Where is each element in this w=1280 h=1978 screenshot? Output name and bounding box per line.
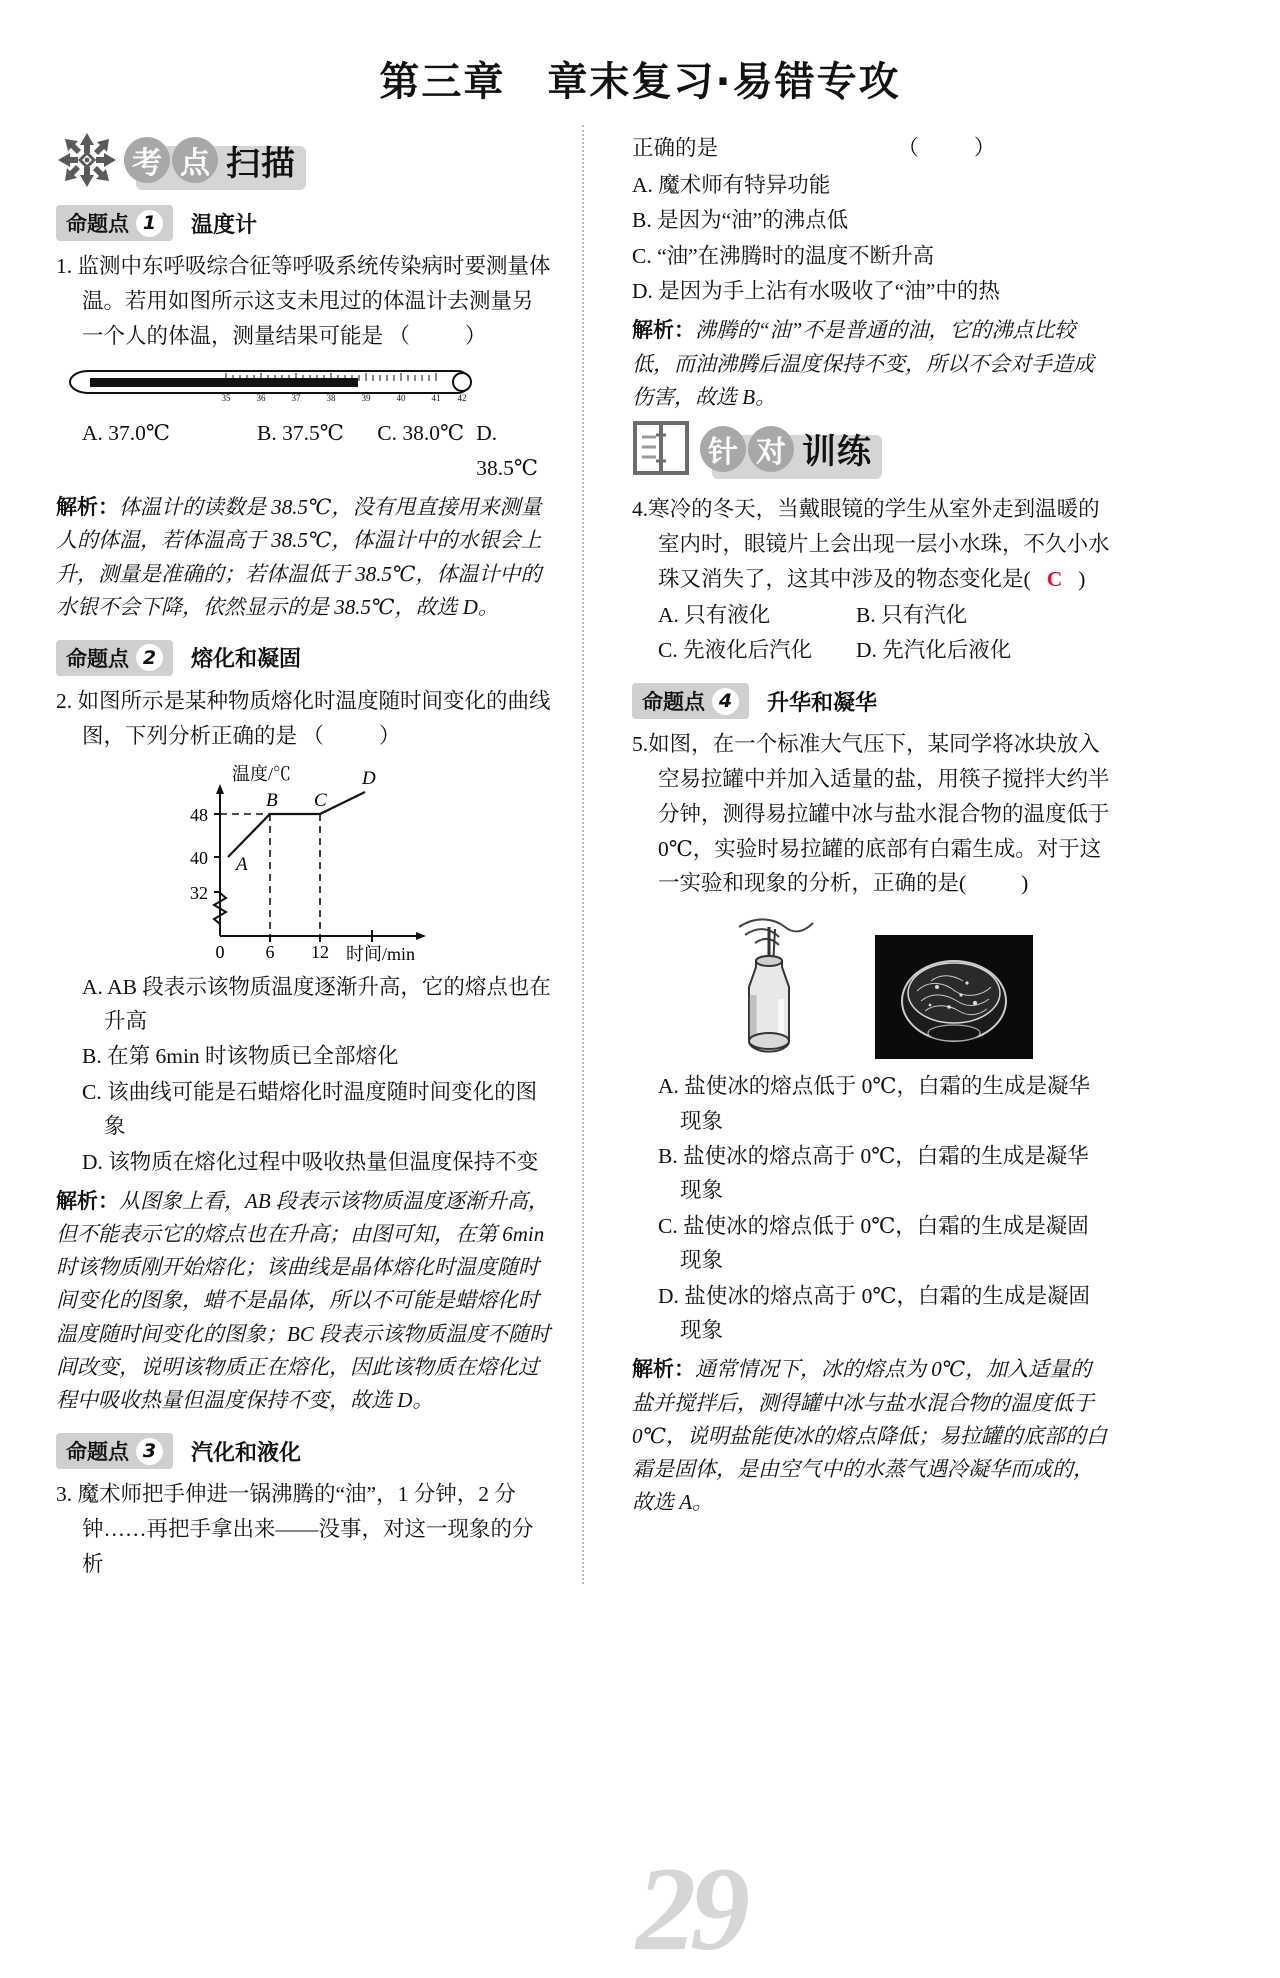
- svg-text:38: 38: [326, 393, 336, 404]
- q5-option-a[interactable]: A. 盐使冰的熔点低于 0℃，白霜的生成是凝华现象: [658, 1074, 1090, 1133]
- banner-circle-1: 针: [700, 426, 746, 472]
- q3-option-c[interactable]: C. “油”在沸腾时的温度不断升高: [632, 243, 935, 268]
- q4-option-d[interactable]: D. 先汽化后液化: [856, 637, 1012, 662]
- q3-option-a[interactable]: A. 魔术师有特异功能: [632, 172, 831, 197]
- chart-xtick-6: 6: [265, 941, 275, 962]
- q3-analysis: [632, 314, 1110, 414]
- melting-curve-chart: [56, 764, 554, 964]
- svg-text:36: 36: [256, 393, 266, 404]
- svg-text:39: 39: [361, 393, 371, 404]
- right-column: [590, 125, 1110, 1584]
- q4-option-b[interactable]: B. 只有汽化: [856, 603, 968, 628]
- q3-stem-part2: 正确的是: [632, 136, 719, 160]
- q4-options-row-2: [632, 633, 1110, 667]
- question-1: [56, 249, 554, 353]
- q4-number: 4.: [632, 496, 649, 521]
- q2-stem: 如图所示是某种物质熔化时温度随时间变化的曲线图，下列分析正确的是: [77, 688, 551, 748]
- point-number: 3: [136, 1438, 163, 1465]
- q3-number: 3.: [56, 1482, 73, 1507]
- chart-point-A: A: [236, 853, 248, 875]
- chart-xtick-12: 12: [311, 941, 329, 962]
- question-4: [632, 492, 1110, 596]
- q2-option-a[interactable]: A. AB 段表示该物质温度逐渐升高，它的熔点也在升高: [82, 974, 551, 1033]
- q5-number: 5.: [632, 732, 649, 757]
- soda-can-with-chopstick: [709, 909, 859, 1059]
- point-number: 1: [136, 210, 163, 237]
- svg-text:41: 41: [431, 393, 441, 404]
- point-header-4: [632, 683, 1110, 719]
- q3-option-d[interactable]: D. 是因为手上沾有水吸收了“油”中的热: [632, 279, 1000, 303]
- point-name-1: 温度计: [191, 212, 258, 238]
- point-header-2: [56, 640, 554, 676]
- q1-analysis-text: 体温计的读数是 38.5℃，没有甩直接用来测量人的体温，若体温高于 38.5℃，体温计中的水银会上升，测量是准确的；若体温低于 38.5℃，体温计中的水银不会下降，依然显示的是 38.5℃，故选 D。: [56, 495, 542, 619]
- chart-point-C: C: [314, 789, 327, 811]
- q4-stem: 寒冷的冬天，当戴眼镜的学生从室外走到温暖的室内时，眼镜片上会出现一层小水珠，不久小水珠又消失了，这其中涉及的物态变化是: [648, 496, 1110, 591]
- point-name-3: 汽化和液化: [191, 1440, 302, 1466]
- notebook-icon: [632, 420, 694, 478]
- chart-ytick-48: 48: [190, 804, 208, 825]
- point-name-4: 升华和凝华: [767, 690, 878, 716]
- point-tag-3: [56, 1433, 173, 1469]
- q2-analysis: [56, 1185, 554, 1417]
- frost-bowl-photo: [875, 935, 1033, 1059]
- two-column-body: [56, 125, 1224, 1584]
- q3-analysis-text: 沸腾的“油”不是普通的油，它的沸点比较低，而油沸腾后温度保持不变，所以不会对手造成伤害，故选 B。: [632, 318, 1094, 409]
- banner-title-drill: 训练: [802, 432, 872, 473]
- point-header-3: [56, 1433, 554, 1469]
- chart-xtick-0: 0: [215, 941, 225, 962]
- point-tag-4: [632, 683, 749, 719]
- point-label: 命题点: [66, 212, 129, 236]
- question-3: [56, 1477, 554, 1581]
- q2-analysis-label: 解析：: [56, 1188, 119, 1213]
- q5-option-b[interactable]: B. 盐使冰的熔点高于 0℃，白霜的生成是凝华现象: [658, 1144, 1089, 1203]
- q3-answer-bracket: （ ）: [897, 136, 1000, 160]
- svg-text:37: 37: [291, 393, 301, 404]
- q1-options: [56, 416, 554, 485]
- svg-text:42: 42: [457, 393, 467, 404]
- svg-text:35: 35: [221, 393, 231, 404]
- point-header-1: [56, 205, 554, 241]
- point-tag-2: [56, 640, 173, 676]
- section-banner-scan: [56, 131, 554, 189]
- chart-point-B: B: [266, 789, 278, 811]
- q2-answer-bracket: （ ）: [302, 723, 405, 748]
- banner-circle-2: 对: [748, 426, 794, 472]
- q4-options-row-1: [632, 598, 1110, 632]
- q1-answer-bracket: （ ）: [388, 323, 491, 348]
- point-number: 4: [712, 688, 739, 715]
- q2-option-b[interactable]: B. 在第 6min 时该物质已全部熔化: [82, 1044, 399, 1069]
- q5-analysis: [632, 1353, 1110, 1519]
- q5-option-c[interactable]: C. 盐使冰的熔点低于 0℃，白霜的生成是凝固现象: [658, 1213, 1089, 1273]
- column-divider: [582, 125, 584, 1584]
- q5-analysis-label: 解析：: [632, 1357, 695, 1382]
- q1-option-b[interactable]: B. 37.5℃: [257, 421, 344, 446]
- compass-arrows-icon: [56, 131, 118, 189]
- q4-bracket-right: ): [1078, 566, 1086, 591]
- point-label: 命题点: [66, 646, 129, 671]
- svg-text:40: 40: [396, 393, 406, 404]
- q5-answer-bracket: ( ): [959, 871, 1033, 896]
- q4-option-c[interactable]: C. 先液化后汽化: [658, 637, 813, 662]
- q3-option-b[interactable]: B. 是因为“油”的沸点低: [632, 208, 849, 233]
- q5-analysis-text: 通常情况下，冰的熔点为 0℃，加入适量的盐并搅拌后，测得罐中冰与盐水混合物的温度低于 0℃，说明盐能使冰的熔点降低；易拉罐的底部的白霜是固体，是由空气中的水蒸气遇冷凝华而成的，故选 A。: [632, 1357, 1107, 1515]
- left-column: [56, 125, 576, 1584]
- chart-ytick-32: 32: [190, 882, 208, 903]
- banner-circle-2: 点: [172, 137, 218, 183]
- q5-option-d[interactable]: D. 盐使冰的熔点高于 0℃，白霜的生成是凝固现象: [658, 1283, 1090, 1343]
- point-label: 命题点: [66, 1440, 129, 1465]
- question-2: [56, 684, 554, 754]
- banner-circle-1: 考: [124, 137, 170, 183]
- section-banner-drill: [632, 420, 1110, 478]
- q3-stem-continued: [632, 131, 1110, 166]
- q5-stem: 如图，在一个标准大气压下，某同学将冰块放入空易拉罐中并加入适量的盐，用筷子搅拌大约半分钟，测得易拉罐中冰与盐水混合物的温度低于 0℃，实验时易拉罐的底部有白霜生成。对于这一实验和现象的分析，正确的是: [648, 732, 1110, 896]
- q1-option-c[interactable]: C. 38.0℃: [377, 421, 465, 446]
- page-number: 29: [636, 1842, 744, 1975]
- chart-xlabel: 时间/min: [346, 943, 416, 964]
- q2-analysis-text: 从图象上看，AB 段表示该物质温度逐渐升高，但不能表示它的熔点也在升高；由图可知，在第 6min 时该物质刚开始熔化；该曲线是晶体熔化时温度随时间变化的图象，蜡不是晶体，所以不可能是蜡熔化时温度随时间变化的图象；BC 段表示该物质温度不随时间改变，说明该物质正在熔化，因此该物质在熔化过程中吸收热量但温度保持不变，故选 D。: [56, 1188, 551, 1412]
- q3-analysis-label: 解析：: [632, 318, 695, 343]
- q2-option-d[interactable]: D. 该物质在熔化过程中吸收热量但温度保持不变: [82, 1149, 539, 1174]
- q2-number: 2.: [56, 688, 73, 713]
- chart-point-D: D: [362, 767, 376, 789]
- clinical-thermometer-figure: [66, 359, 554, 410]
- q3-stem: 魔术师把手伸进一锅沸腾的“油”，1 分钟，2 分钟……再把手拿出来——没事，对这一现象的分析: [77, 1482, 534, 1576]
- banner-title-scan: 扫描: [226, 143, 296, 184]
- q1-option-d[interactable]: D. 38.5℃: [476, 421, 538, 480]
- q5-figure: [632, 909, 1110, 1059]
- q1-analysis-label: 解析：: [56, 495, 119, 520]
- q1-analysis: [56, 491, 554, 624]
- point-tag-1: [56, 205, 173, 241]
- q1-number: 1.: [56, 254, 73, 278]
- q4-answer: C: [1046, 566, 1063, 591]
- chart-ylabel: 温度/℃: [232, 763, 292, 784]
- question-5: [632, 727, 1110, 901]
- q2-option-c[interactable]: C. 该曲线可能是石蜡熔化时温度随时间变化的图象: [82, 1079, 538, 1139]
- chart-ytick-40: 40: [190, 847, 208, 868]
- q1-option-a[interactable]: A. 37.0℃: [82, 421, 170, 446]
- page-title: 第三章 章末复习·易错专攻: [379, 59, 901, 105]
- q4-option-a[interactable]: A. 只有液化: [658, 603, 771, 628]
- point-number: 2: [136, 644, 163, 671]
- point-label: 命题点: [642, 690, 705, 715]
- q4-bracket-left: (: [1023, 566, 1031, 591]
- q1-stem: 监测中东呼吸综合征等呼吸系统传染病时要测量体温。若用如图所示这支未甩过的体温计去测量另一个人的体温，测量结果可能是: [77, 254, 551, 348]
- point-name-2: 熔化和凝固: [191, 647, 302, 673]
